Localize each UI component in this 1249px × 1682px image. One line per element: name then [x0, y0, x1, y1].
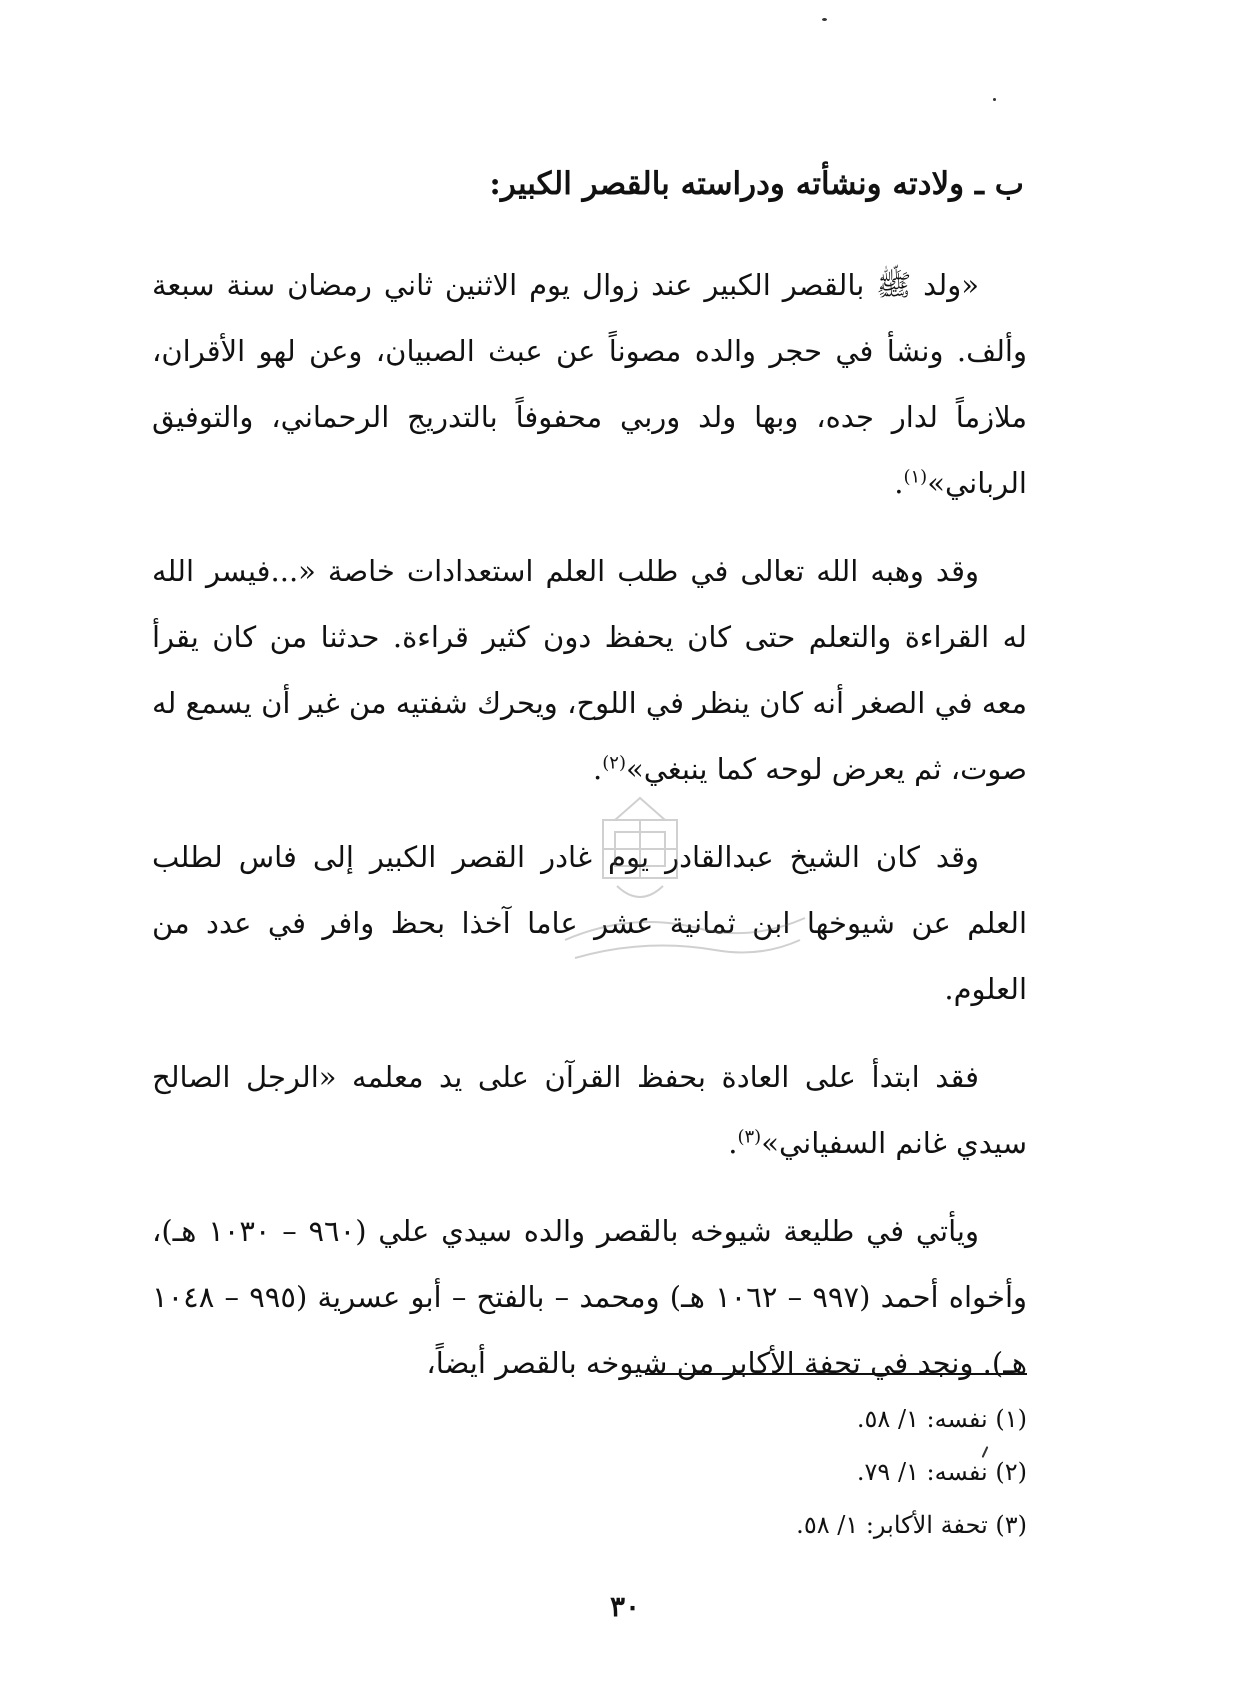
- footnote-ref: (٢): [602, 752, 626, 774]
- paragraph-text: وقد وهبه الله تعالى في طلب العلم استعدادات خاصة «...فيسر الله له القراءة والتعلم حتى كان يحفظ دون كثير قراءة. حدثنا من كان يقرأ معه في الصغر أنه كان ينظر في اللوح، ويحرك شفتيه من غير أن يسمع له صوت، ثم يعرض لوحه كما ينبغي»: [152, 554, 1027, 786]
- footnotes: [327, 1393, 1027, 1552]
- paragraph-end: .: [728, 1126, 738, 1160]
- page-number: ٣٠: [609, 1590, 641, 1623]
- scan-speck: [993, 98, 996, 101]
- footnote-ref: (٣): [737, 1126, 762, 1148]
- paragraph: [152, 1198, 1027, 1396]
- paragraph: [152, 1044, 1027, 1176]
- paragraph-end: .: [894, 466, 904, 500]
- footnote-ref: (١): [903, 466, 928, 488]
- footnote: (٣) تحفة الأكابر: ١/ ٥٨.: [796, 1511, 1027, 1539]
- paragraph: [152, 538, 1027, 802]
- scan-speck: [822, 18, 827, 21]
- paragraph-text: «ولد ﷺ بالقصر الكبير عند زوال يوم الاثنين ثاني رمضان سنة سبعة وألف. ونشأ في حجر والده مصوناً عن عبث الصبيان، وعن لهو الأقران، ملازماً لدار جده، وبها ولد وربي محفوفاً بالتدريج الرحماني، والتوفيق الرباني»: [152, 268, 1027, 500]
- paragraph-end: .: [593, 752, 603, 786]
- paragraph-text: فقد ابتدأ على العادة بحفظ القرآن على يد معلمه «الرجل الصالح سيدي غانم السفياني»: [152, 1060, 1027, 1160]
- paragraph: [152, 252, 1027, 516]
- watermark-seal-icon: [555, 790, 815, 990]
- paragraph-text: ويأتي في طليعة شيوخه بالقصر والده سيدي علي (٩٦٠ – ١٠٣٠ هـ)، وأخواه أحمد (٩٩٧ – ١٠٦٢ هـ) ومحمد – بالفتح – أبو عسرية (٩٩٥ – ١٠٤٨ هـ). ونجد في تحفة الأكابر من شيوخه بالقصر أيضاً،: [152, 1214, 1028, 1380]
- footnote: (٢) نفسه: ١/ ٧٩.: [856, 1458, 1027, 1486]
- footnote-separator: [645, 1373, 1027, 1375]
- footnote: (١) نفسه: ١/ ٥٨.: [856, 1405, 1027, 1433]
- section-heading: ب ـ ولادته ونشأته ودراسته بالقصر الكبير:: [489, 166, 1024, 202]
- paragraph-text: وقد كان الشيخ عبدالقادر يوم غادر القصر الكبير إلى فاس لطلب العلم عن شيوخها ابن ثمانية عشر عاما آخذا بحظ وافر في عدد من العلوم.: [152, 840, 1027, 1006]
